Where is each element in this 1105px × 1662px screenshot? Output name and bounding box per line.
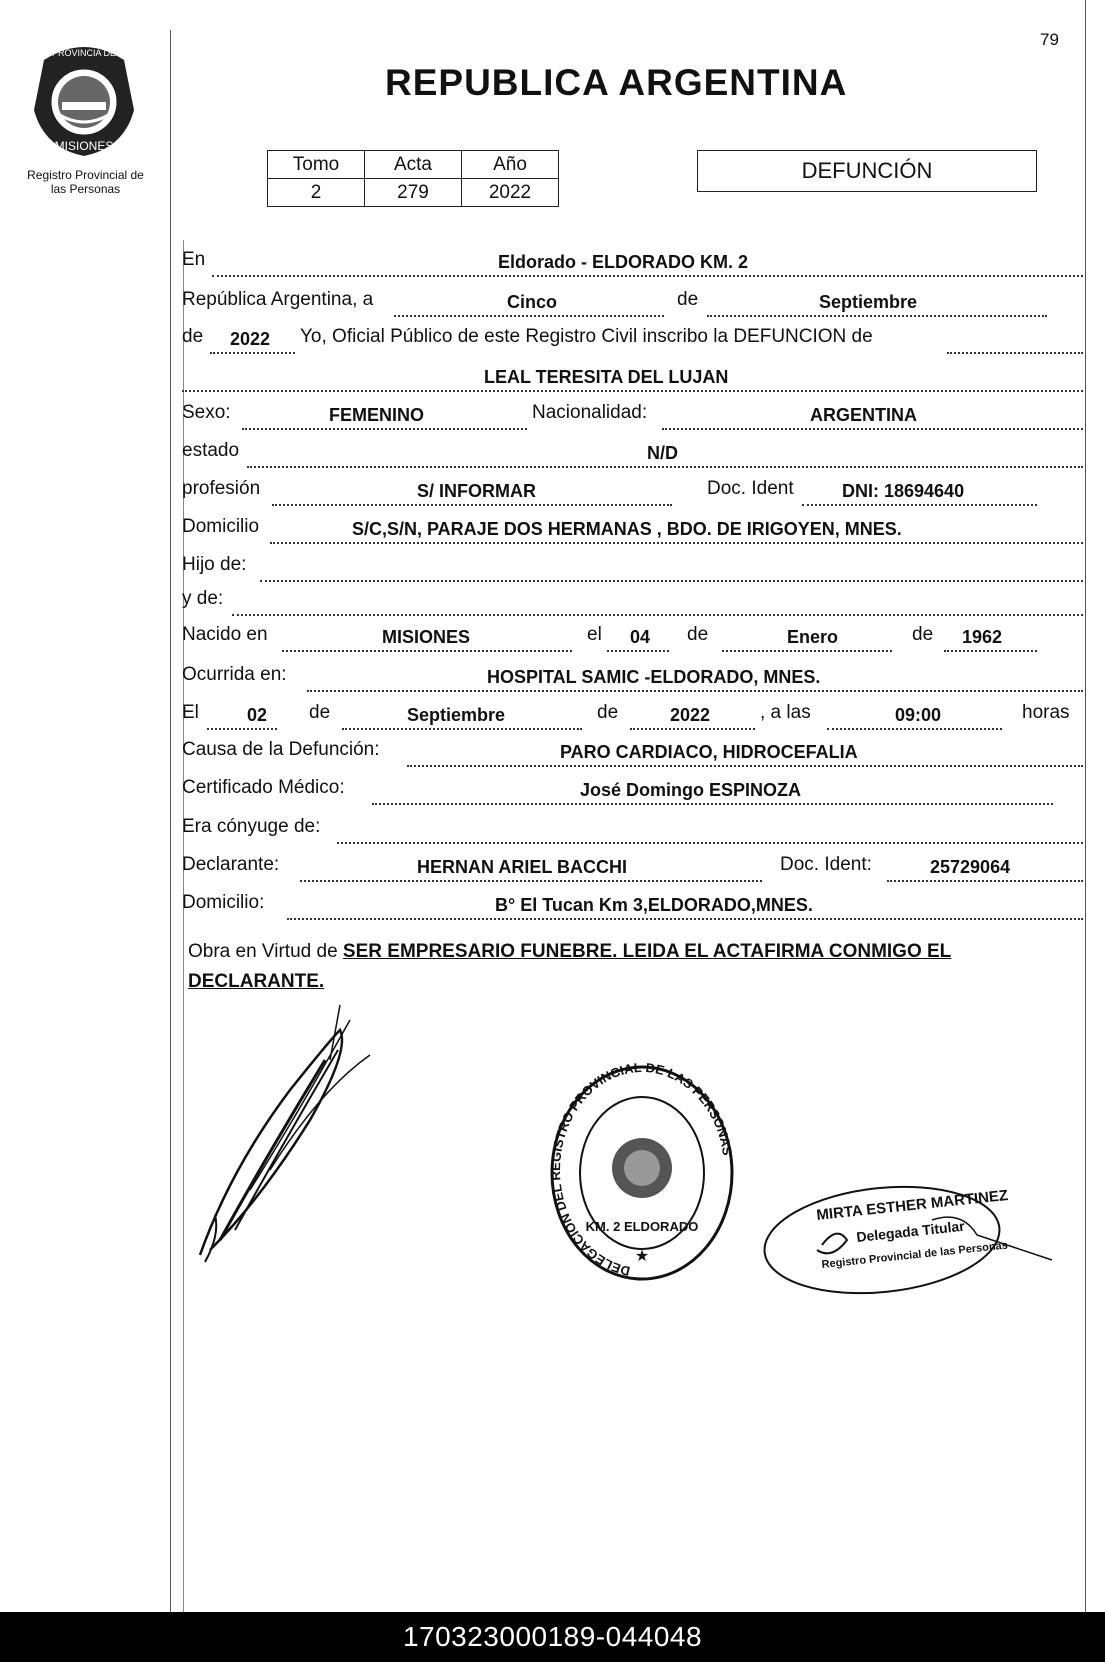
death-time: 09:00	[895, 705, 942, 725]
row-certificado	[182, 773, 1083, 805]
official-role: Delegada Titular	[855, 1217, 966, 1245]
record-header-tomo: Tomo	[268, 151, 365, 179]
yde-label: y de:	[182, 588, 224, 609]
row-yde	[182, 584, 1083, 616]
doc-label: Doc. Ident	[707, 478, 794, 499]
record-header-acta: Acta	[365, 151, 462, 179]
row-sexo	[182, 398, 1083, 430]
day-value: Cinco	[507, 292, 558, 312]
horas-label: horas	[1022, 702, 1070, 723]
row-domicilio2	[182, 888, 1083, 920]
footer-code: 170323000189-044048	[0, 1612, 1105, 1662]
row-conyuge	[182, 812, 1083, 844]
sexo-label: Sexo:	[182, 402, 231, 423]
republica-label: República Argentina, a	[182, 289, 374, 310]
nacionalidad-label: Nacionalidad:	[532, 402, 648, 423]
year-value: 2022	[230, 329, 271, 349]
profesion-label: profesión	[182, 478, 261, 499]
row-en	[182, 245, 1083, 277]
obra-label: Obra en Virtud de	[188, 941, 338, 962]
obra-paragraph	[188, 937, 1083, 997]
de-label-5: de	[309, 702, 331, 723]
month-value: Septiembre	[819, 292, 918, 312]
row-estado	[182, 436, 1083, 468]
stamp-inner-text: KM. 2 ELDORADO	[585, 1219, 699, 1234]
row-ocurrida	[182, 660, 1083, 692]
de-label-6: de	[597, 702, 619, 723]
en-label: En	[182, 249, 206, 270]
logo-text-top: PROVINCIA DE	[51, 48, 117, 58]
row-death-date	[182, 698, 1083, 730]
record-value-anio: 2022	[462, 179, 559, 207]
death-year: 2022	[670, 705, 711, 725]
registry-name	[8, 168, 163, 196]
en-value: Eldorado - ELDORADO KM. 2	[498, 252, 749, 272]
record-header-anio: Año	[462, 151, 559, 179]
official-office: Registro Provincial de las Personas	[821, 1239, 1009, 1271]
row-date	[182, 285, 1083, 317]
record-table	[267, 150, 559, 207]
el2-label: El	[182, 702, 199, 723]
row-oficial	[182, 322, 1083, 354]
doc2-label: Doc. Ident:	[780, 854, 872, 875]
death-day: 02	[247, 705, 268, 725]
official-name: MIRTA ESTHER MARTINEZ	[815, 1186, 1009, 1224]
causa-value: PARO CARDIACO, HIDROCEFALIA	[560, 742, 858, 762]
de-label-3: de	[687, 624, 709, 645]
record-type-box: DEFUNCIÓN	[697, 150, 1037, 192]
registry-line2: las Personas	[50, 182, 121, 196]
conyuge-label: Era cónyuge de:	[182, 816, 321, 837]
record-value-tomo: 2	[268, 179, 365, 207]
official-signature	[762, 1180, 1062, 1300]
record-value-acta: 279	[365, 179, 462, 207]
estado-label: estado	[182, 440, 240, 461]
row-causa	[182, 735, 1083, 767]
el-label: el	[587, 624, 602, 645]
stamp-ring-text: DELEGACION DEL REGISTRO PROVINCIAL DE LAS PERSONAS	[548, 1063, 736, 1279]
provincial-seal-icon	[24, 40, 144, 158]
declarante-value: HERNAN ARIEL BACCHI	[417, 857, 628, 877]
domicilio-value: S/C,S/N, PARAJE DOS HERMANAS , BDO. DE IRIGOYEN, MNES.	[352, 519, 902, 539]
death-month: Septiembre	[407, 705, 506, 725]
doc-value: DNI: 18694640	[842, 481, 965, 501]
domicilio2-value: B° El Tucan Km 3,ELDORADO,MNES.	[495, 895, 813, 915]
row-name	[182, 360, 1083, 392]
row-nacido	[182, 620, 1083, 652]
declarante-label: Declarante:	[182, 854, 280, 875]
profesion-value: S/ INFORMAR	[417, 481, 536, 501]
birth-year: 1962	[962, 627, 1003, 647]
de-label-1: de	[677, 289, 699, 310]
de-label-4: de	[912, 624, 934, 645]
causa-label: Causa de la Defunción:	[182, 739, 380, 760]
ocurrida-label: Ocurrida en:	[182, 664, 287, 685]
page-title: REPUBLICA ARGENTINA	[385, 62, 848, 103]
row-hijo	[182, 550, 1083, 582]
obra-value: SER EMPRESARIO FUNEBRE. LEIDA EL ACTAFIRMA CONMIGO EL DECLARANTE.	[188, 941, 952, 992]
certificado-value: José Domingo ESPINOZA	[580, 780, 802, 800]
birth-day: 04	[630, 627, 651, 647]
hijo-label: Hijo de:	[182, 554, 247, 575]
left-margin-line	[170, 30, 171, 1612]
doc2-value: 25729064	[930, 857, 1011, 877]
ocurrida-value: HOSPITAL SAMIC -ELDORADO, MNES.	[487, 667, 821, 687]
domicilio-label: Domicilio	[182, 516, 260, 537]
oficial-text: Yo, Oficial Público de este Registro Civil inscribo la DEFUNCION de	[300, 326, 873, 347]
nacionalidad-value: ARGENTINA	[810, 405, 917, 425]
estado-value: N/D	[647, 443, 678, 463]
de-label-2: de	[182, 326, 204, 347]
sexo-value: FEMENINO	[329, 405, 425, 425]
logo-text-bottom: MISIONES	[54, 139, 114, 153]
deceased-name: LEAL TERESITA DEL LUJAN	[484, 367, 729, 387]
nacido-value: MISIONES	[382, 627, 471, 647]
row-domicilio	[182, 512, 1083, 544]
registry-stamp	[548, 1063, 736, 1283]
birth-month: Enero	[787, 627, 839, 647]
alas-label: , a las	[760, 702, 811, 723]
row-declarante	[182, 850, 1083, 882]
certificado-label: Certificado Médico:	[182, 777, 345, 798]
stamp-star-icon: ★	[634, 1248, 650, 1265]
nacido-label: Nacido en	[182, 624, 268, 645]
domicilio2-label: Domicilio:	[182, 892, 265, 913]
registry-line1: Registro Provincial de	[27, 168, 144, 182]
page-number: 79	[1040, 30, 1059, 49]
declarant-signature	[190, 1000, 390, 1270]
row-profesion	[182, 474, 1083, 506]
right-margin-line	[1085, 0, 1086, 1612]
